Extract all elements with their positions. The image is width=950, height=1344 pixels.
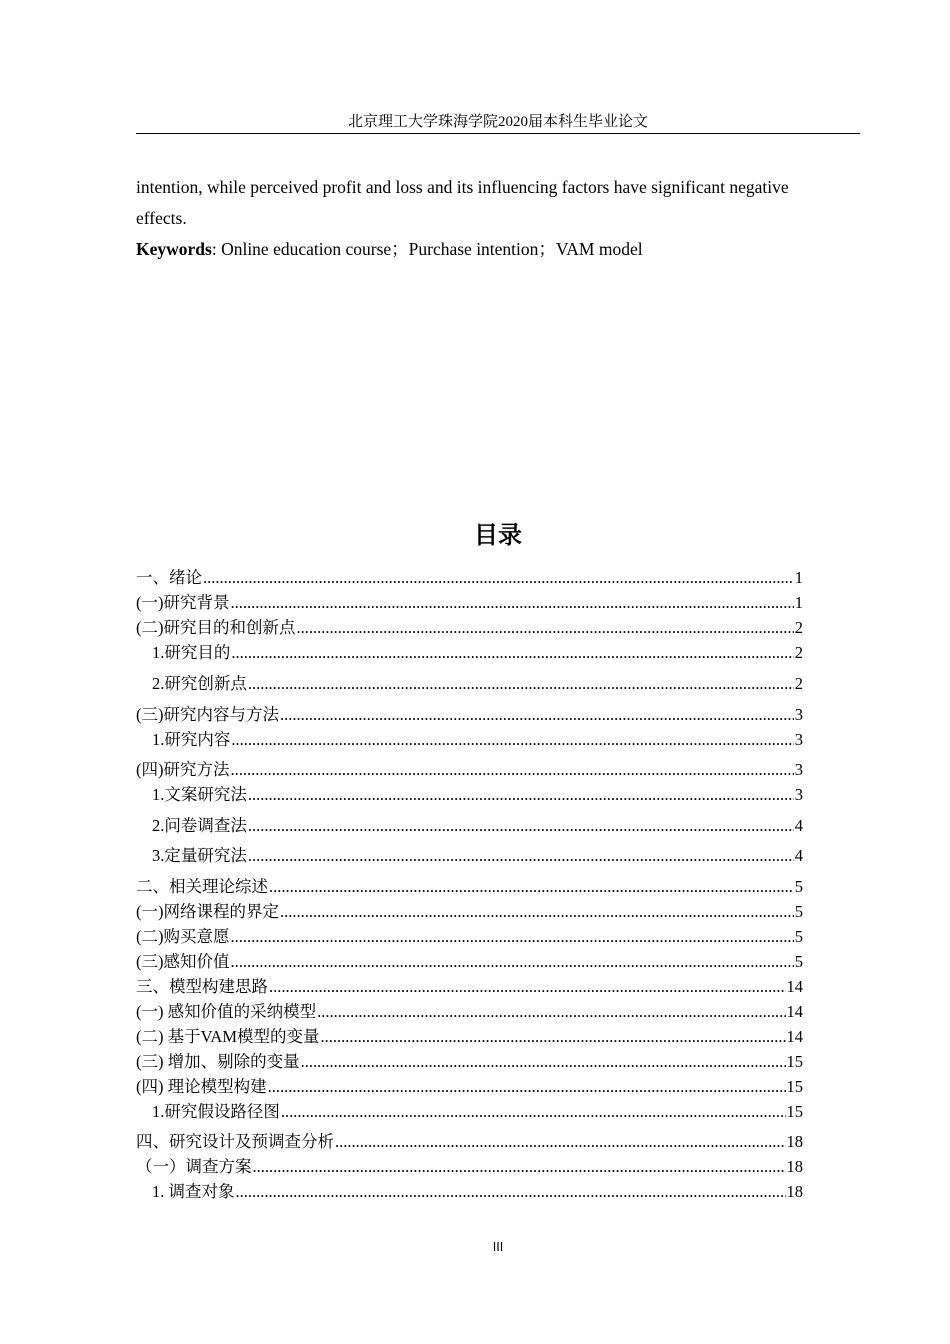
- toc-entry[interactable]: [136, 1050, 803, 1074]
- toc-dot-leader: [280, 703, 794, 727]
- toc-entry-label: （一）调查方案: [136, 1157, 252, 1176]
- abstract-line-2: effects.: [136, 208, 187, 228]
- toc-entry-label: 1.研究假设路径图: [152, 1102, 280, 1121]
- toc-entry-label: (一) 感知价值的采纳模型: [136, 1002, 317, 1021]
- toc-entry[interactable]: [152, 1100, 803, 1124]
- toc-dot-leader: [203, 566, 794, 590]
- toc-entry-label: 2.问卷调查法: [152, 816, 247, 835]
- toc-entry-label: (三) 增加、剔除的变量: [136, 1052, 300, 1071]
- toc-dot-leader: [269, 975, 786, 999]
- toc-entry-page: 2: [794, 643, 803, 662]
- page-header: 北京理工大学珠海学院2020届本科生毕业论文: [347, 114, 648, 130]
- toc-dot-leader: [280, 900, 794, 924]
- toc-entry[interactable]: [136, 703, 803, 727]
- toc-entry-label: (二)研究目的和创新点: [136, 618, 296, 637]
- toc-dot-leader: [269, 875, 794, 899]
- toc-dot-leader: [268, 1075, 786, 1099]
- toc-dot-leader: [335, 1130, 786, 1154]
- toc-entry-page: 1: [794, 593, 803, 612]
- toc-entry-page: 1: [794, 568, 803, 587]
- toc-entry-label: (四) 理论模型构建: [136, 1077, 267, 1096]
- toc-entry-label: (二)购买意愿: [136, 927, 230, 946]
- toc-entry-page: 15: [786, 1052, 803, 1071]
- toc-entry[interactable]: [136, 950, 803, 974]
- toc-entry-page: 3: [794, 785, 803, 804]
- toc-entry[interactable]: [136, 591, 803, 615]
- toc-dot-leader: [231, 950, 794, 974]
- toc-entry-label: (三)感知价值: [136, 952, 230, 971]
- toc-entry-label: 1.研究目的: [152, 643, 231, 662]
- toc-entry-label: 3.定量研究法: [152, 846, 247, 865]
- toc-entry-label: 1.研究内容: [152, 730, 231, 749]
- toc-entry[interactable]: [136, 1000, 803, 1024]
- toc-entry[interactable]: [152, 844, 803, 868]
- toc-entry[interactable]: [152, 1180, 803, 1204]
- toc-entry-page: 15: [786, 1102, 803, 1121]
- toc-entry-label: (四)研究方法: [136, 760, 230, 779]
- toc-entry[interactable]: [136, 1155, 803, 1179]
- toc-entry-page: 3: [794, 760, 803, 779]
- toc-dot-leader: [253, 1155, 786, 1179]
- toc-entry[interactable]: [152, 728, 803, 752]
- toc-entry[interactable]: [136, 900, 803, 924]
- toc-dot-leader: [281, 1100, 786, 1124]
- toc-entry[interactable]: [136, 975, 803, 999]
- toc-dot-leader: [231, 591, 794, 615]
- toc-dot-leader: [301, 1050, 786, 1074]
- toc-entry[interactable]: [136, 1130, 803, 1154]
- toc-entry-page: 18: [786, 1132, 803, 1151]
- toc-entry[interactable]: [136, 1075, 803, 1099]
- keywords-text: : Online education course；Purchase intention；VAM model: [211, 239, 643, 259]
- toc-entry[interactable]: [136, 566, 803, 590]
- toc-entry[interactable]: [152, 783, 803, 807]
- toc-entry[interactable]: [152, 672, 803, 696]
- toc-dot-leader: [231, 728, 793, 752]
- toc-entry-page: 15: [786, 1077, 803, 1096]
- toc-dot-leader: [248, 844, 794, 868]
- toc-entry-label: 四、研究设计及预调查分析: [136, 1132, 334, 1151]
- abstract-continuation: [136, 172, 860, 265]
- toc-dot-leader: [248, 672, 794, 696]
- toc-dot-leader: [231, 758, 794, 782]
- toc-dot-leader: [248, 783, 794, 807]
- toc-entry-page: 3: [794, 705, 803, 724]
- page-number: III: [492, 1240, 504, 1254]
- toc-entry[interactable]: [136, 616, 803, 640]
- toc-entry-page: 2: [794, 618, 803, 637]
- toc-entry-page: 5: [794, 927, 803, 946]
- toc-entry-page: 4: [794, 846, 803, 865]
- toc-entry[interactable]: [152, 814, 803, 838]
- toc-entry-page: 2: [794, 674, 803, 693]
- toc-entry-label: 一、绪论: [136, 568, 202, 587]
- toc-entry[interactable]: [136, 758, 803, 782]
- toc-entry-page: 14: [786, 1027, 803, 1046]
- toc-dot-leader: [248, 814, 794, 838]
- toc-entry-label: 1. 调查对象: [152, 1182, 235, 1201]
- toc-entry-page: 5: [794, 952, 803, 971]
- keywords-label: Keywords: [136, 239, 212, 259]
- toc-dot-leader: [317, 1000, 785, 1024]
- toc-entry-page: 18: [786, 1157, 803, 1176]
- toc-entry-page: 3: [794, 730, 803, 749]
- keywords-line: [136, 234, 860, 265]
- toc-entry-label: (二) 基于VAM模型的变量: [136, 1027, 320, 1046]
- toc-title: 目录: [474, 521, 522, 549]
- toc-dot-leader: [231, 925, 794, 949]
- header-rule: [136, 133, 860, 134]
- toc-entry-label: 三、模型构建思路: [136, 977, 268, 996]
- toc-entry[interactable]: [136, 925, 803, 949]
- toc-entry-page: 5: [794, 877, 803, 896]
- toc-dot-leader: [297, 616, 794, 640]
- toc-dot-leader: [236, 1180, 786, 1204]
- toc-entry-label: 2.研究创新点: [152, 674, 247, 693]
- toc-entry-label: 1.文案研究法: [152, 785, 247, 804]
- toc-entry-page: 14: [786, 977, 803, 996]
- toc-entry-label: (一)研究背景: [136, 593, 230, 612]
- toc-entry[interactable]: [136, 875, 803, 899]
- toc-entry-label: 二、相关理论综述: [136, 877, 268, 896]
- toc-entry[interactable]: [136, 1025, 803, 1049]
- toc-entry-page: 18: [786, 1182, 803, 1201]
- toc-entry-label: (一)网络课程的界定: [136, 902, 279, 921]
- abstract-line-1: intention, while perceived profit and loss and its influencing factors have significant negative: [136, 177, 789, 197]
- toc-entry[interactable]: [152, 641, 803, 665]
- toc-dot-leader: [231, 641, 793, 665]
- toc-entry-page: 4: [794, 816, 803, 835]
- toc-entry-label: (三)研究内容与方法: [136, 705, 279, 724]
- toc-entry-page: 14: [786, 1002, 803, 1021]
- toc-dot-leader: [321, 1025, 786, 1049]
- toc-entry-page: 5: [794, 902, 803, 921]
